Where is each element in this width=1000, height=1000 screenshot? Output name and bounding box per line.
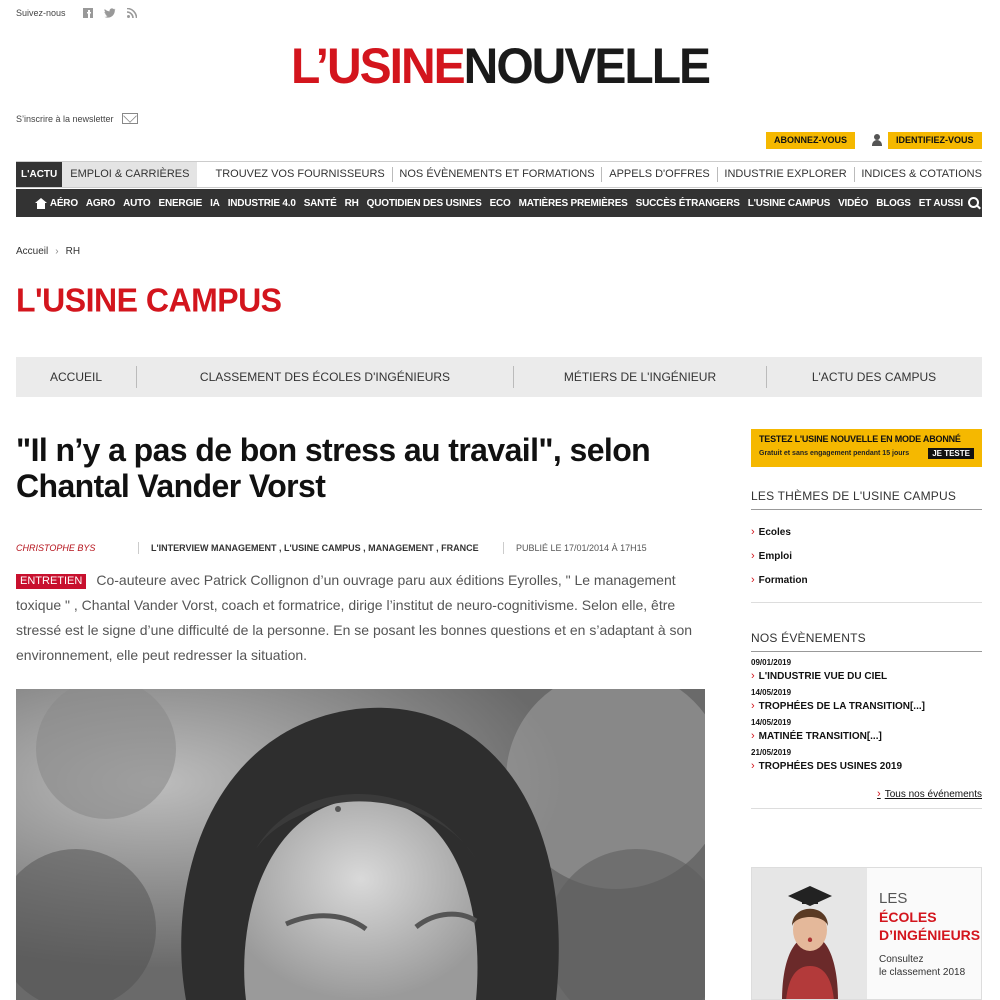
sector-eco[interactable]: ECO	[489, 197, 511, 209]
sector-agro[interactable]: AGRO	[85, 197, 116, 209]
sector-succes[interactable]: SUCCÈS ÉTRANGERS	[635, 197, 740, 209]
site-logo[interactable]	[0, 39, 1000, 96]
ad-line-3a: Consultez	[879, 954, 924, 965]
schools-ranking-ad[interactable]	[751, 867, 982, 1000]
divider	[751, 808, 982, 809]
all-events-link[interactable]	[751, 788, 982, 800]
chevron-right-icon: ›	[751, 550, 755, 562]
twitter-icon[interactable]	[104, 7, 116, 19]
meta-divider	[503, 542, 504, 554]
article-lead	[16, 568, 696, 668]
newsletter-link[interactable]	[16, 113, 138, 124]
article-title: "Il n’y a pas de bon stress au travail", selon Chantal Vander Vorst	[16, 432, 651, 504]
ad-line-2a: ÉCOLES	[879, 909, 937, 925]
campus-subnav	[16, 357, 982, 397]
event-name: TROPHÉES DE LA TRANSITION[...]	[758, 700, 925, 712]
sector-nav	[16, 189, 982, 217]
article-lead-text: Co-auteure avec Patrick Collignon d’un ouvrage paru aux éditions Eyrolles, " Le management toxique " , Chantal Vander Vorst, coach et formatrice, dirige l’institut de neuro-cognitivisme. Selon elle, être stressé est le signe d’une difficulté de la personne. En se posant les bonnes questions et en s’adaptant à son environnement, elle peut redresser la situation.	[16, 572, 693, 663]
event-item[interactable]	[751, 748, 982, 772]
article-tags[interactable]: L'INTERVIEW MANAGEMENT , L'USINE CAMPUS , MANAGEMENT , FRANCE	[151, 543, 479, 553]
nav-industrie-explorer[interactable]: INDUSTRIE EXPLORER	[724, 168, 847, 180]
theme-item[interactable]	[751, 568, 982, 592]
subnav-accueil[interactable]: ACCUEIL	[49, 370, 102, 384]
event-item[interactable]	[751, 718, 982, 742]
ad-text	[867, 868, 980, 999]
promo-cta-button[interactable]: JE TESTE	[928, 448, 974, 459]
trial-promo-banner[interactable]	[751, 429, 982, 467]
promo-subtitle: Gratuit et sans engagement pendant 15 jours	[759, 450, 910, 457]
breadcrumb	[16, 246, 80, 257]
chevron-right-icon: ›	[751, 760, 755, 772]
sector-sante[interactable]: SANTÉ	[303, 197, 337, 209]
breadcrumb-home[interactable]: Accueil	[16, 246, 49, 257]
chevron-right-icon: ›	[55, 246, 59, 257]
sector-industrie-40[interactable]: INDUSTRIE 4.0	[227, 197, 296, 209]
themes-block	[751, 489, 982, 603]
newsletter-label: S’inscrire à la newsletter	[16, 113, 114, 124]
nav-indices[interactable]: INDICES & COTATIONS	[861, 168, 982, 180]
event-date: 09/01/2019	[751, 658, 792, 667]
subnav-actu-campus[interactable]: L'ACTU DES CAMPUS	[811, 370, 937, 384]
nav-actu[interactable]: L'ACTU	[16, 162, 62, 187]
event-item[interactable]	[751, 688, 982, 712]
facebook-icon[interactable]	[82, 7, 94, 19]
sector-ia[interactable]: IA	[210, 197, 220, 209]
events-heading: NOS ÉVÈNEMENTS	[751, 631, 982, 652]
theme-label: Ecoles	[758, 526, 791, 538]
ad-photo	[752, 868, 867, 1000]
nav-emploi[interactable]: EMPLOI & CARRIÈRES	[62, 162, 197, 187]
divider	[751, 602, 982, 603]
all-events-label: Tous nos événements	[884, 788, 982, 800]
sector-rh[interactable]: RH	[344, 197, 359, 209]
event-name: TROPHÉES DES USINES 2019	[758, 760, 903, 772]
chevron-right-icon: ›	[751, 700, 755, 712]
rss-icon[interactable]	[126, 7, 138, 19]
event-date: 14/05/2019	[751, 688, 792, 697]
themes-heading: LES THÈMES DE L'USINE CAMPUS	[751, 489, 982, 510]
theme-item[interactable]	[751, 520, 982, 544]
sector-video[interactable]: VIDÉO	[838, 197, 869, 209]
theme-item[interactable]	[751, 544, 982, 568]
sector-matieres[interactable]: MATIÈRES PREMIÈRES	[518, 197, 628, 209]
section-title[interactable]: L'USINE CAMPUS	[16, 281, 282, 319]
ad-line-1: LES	[879, 890, 908, 907]
nav-fournisseurs[interactable]: TROUVEZ VOS FOURNISSEURS	[215, 168, 385, 180]
theme-label: Formation	[758, 574, 808, 586]
logo-part-dark: NOUVELLE	[463, 38, 710, 95]
subnav-metiers[interactable]: MÉTIERS DE L'INGÉNIEUR	[563, 370, 717, 384]
breadcrumb-rh[interactable]: RH	[65, 246, 81, 257]
events-block	[751, 631, 982, 809]
event-name: L'INDUSTRIE VUE DU CIEL	[758, 670, 888, 682]
ad-line-2b: D’INGÉNIEURS	[879, 927, 981, 943]
article-type-badge: ENTRETIEN	[16, 574, 86, 589]
article-photo	[16, 689, 705, 1000]
top-bar	[16, 7, 138, 19]
chevron-right-icon: ›	[877, 788, 881, 800]
event-name: MATINÉE TRANSITION[...]	[758, 730, 882, 742]
logo-part-red: L’USINE	[290, 38, 464, 95]
subnav-classement[interactable]: CLASSEMENT DES ÉCOLES D'INGÉNIEURS	[199, 370, 451, 384]
sector-blogs[interactable]: BLOGS	[876, 197, 911, 209]
article-date: PUBLIÉ LE 17/01/2014 À 17H15	[516, 543, 647, 553]
event-date: 21/05/2019	[751, 748, 792, 757]
event-date: 14/05/2019	[751, 718, 792, 727]
themes-list	[751, 520, 982, 592]
follow-label: Suivez-nous	[16, 8, 66, 18]
chevron-right-icon: ›	[751, 730, 755, 742]
chevron-right-icon: ›	[751, 526, 755, 538]
ad-line-3b: le classement 2018	[879, 967, 966, 978]
sector-quotidien[interactable]: QUOTIDIEN DES USINES	[366, 197, 482, 209]
user-icon	[870, 133, 884, 147]
search-icon[interactable]	[967, 196, 976, 210]
main-nav	[16, 161, 982, 188]
sector-aero[interactable]: AÉRO	[49, 197, 78, 209]
article-meta	[16, 542, 706, 554]
home-icon[interactable]	[16, 189, 46, 217]
meta-divider	[138, 542, 139, 554]
sector-et-aussi[interactable]: ET AUSSI	[918, 197, 963, 209]
event-item[interactable]	[751, 658, 982, 682]
nav-appels-offres[interactable]: APPELS D'OFFRES	[609, 168, 710, 180]
chevron-right-icon: ›	[751, 574, 755, 586]
subscribe-button[interactable]: ABONNEZ-VOUS	[766, 132, 855, 149]
article-author[interactable]: CHRISTOPHE BYS	[16, 543, 96, 553]
chevron-right-icon: ›	[751, 670, 755, 682]
sector-energie[interactable]: ENERGIE	[158, 197, 203, 209]
theme-label: Emploi	[758, 550, 793, 562]
sector-campus[interactable]: L'USINE CAMPUS	[747, 197, 831, 209]
mail-icon	[122, 113, 138, 124]
login-button[interactable]: IDENTIFIEZ-VOUS	[888, 132, 982, 149]
promo-title: TESTEZ L'USINE NOUVELLE EN MODE ABONNÉ	[759, 434, 961, 444]
sector-auto[interactable]: AUTO	[123, 197, 151, 209]
nav-evenements[interactable]: NOS ÉVÈNEMENTS ET FORMATIONS	[399, 168, 595, 180]
